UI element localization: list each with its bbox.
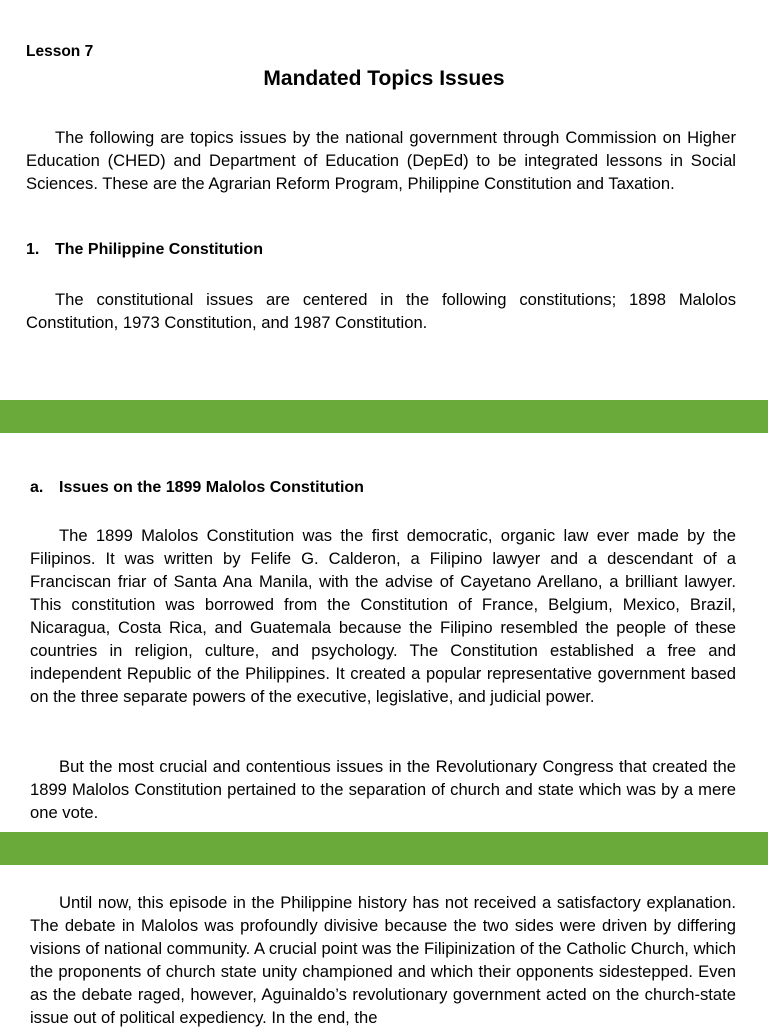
section-paragraph: The constitutional issues are centered in the following constitutions; 1898 Malolos Constitution, 1973 Constitution, and 1987 Constitution. (26, 290, 736, 332)
paragraph: The 1899 Malolos Constitution was the first democratic, organic law ever made by the Filipinos. It was written by Felife G. Calderon, a Filipino lawyer and a descendant of a Franciscan friar of Santa Ana Manila, with the advise of Cayetano Arellano, a brilliant lawyer. This constitution was borrowed from the Constitution of France, Belgium, Mexico, Brazil, Nicaragua, Costa Rica, and Guatemala because the Filipino resembled the people of these countries in religion, culture, and psychology. The Constitution established a free and independent Republic of the Philippines. It created a popular representative government based on the three separate powers of the executive, legislative, and judicial power. (30, 526, 736, 706)
lesson-label: Lesson 7 (26, 43, 94, 60)
paragraph: Until now, this episode in the Philippine history has not received a satisfactory explanation. The debate in Malolos was profoundly divisive because the two sides were driven by differing visions of national community. A crucial point was the Filipinization of the Catholic Church, which the proponents of church state unity championed and which their opponents sidestepped. Even as the debate raged, however, Aguinaldo’s revolutionary government acted on the church-state issue out of political expediency. In the end, the (30, 893, 736, 1027)
section-title: The Philippine Constitution (55, 241, 263, 258)
intro-paragraph: The following are topics issues by the national government through Commission on Higher Education (CHED) and Department of Education (DepEd) to be integrated lessons in Social Sciences. These are the Agrarian Reform Program, Philippine Constitution and Taxation. (26, 128, 736, 193)
paragraph: But the most crucial and contentious issues in the Revolutionary Congress that created the 1899 Malolos Constitution pertained to the separation of church and state which was by a mere one vote. (30, 757, 736, 822)
section-number: 1. (26, 241, 40, 258)
subsection-heading-malolos (30, 479, 364, 497)
subsection-letter: a. (30, 479, 44, 496)
subsection-title: Issues on the 1899 Malolos Constitution (59, 479, 364, 496)
section-heading-constitution (26, 241, 263, 259)
page-title: Mandated Topics Issues (263, 67, 505, 90)
page-divider-band (0, 400, 768, 433)
page-divider-band (0, 832, 768, 865)
